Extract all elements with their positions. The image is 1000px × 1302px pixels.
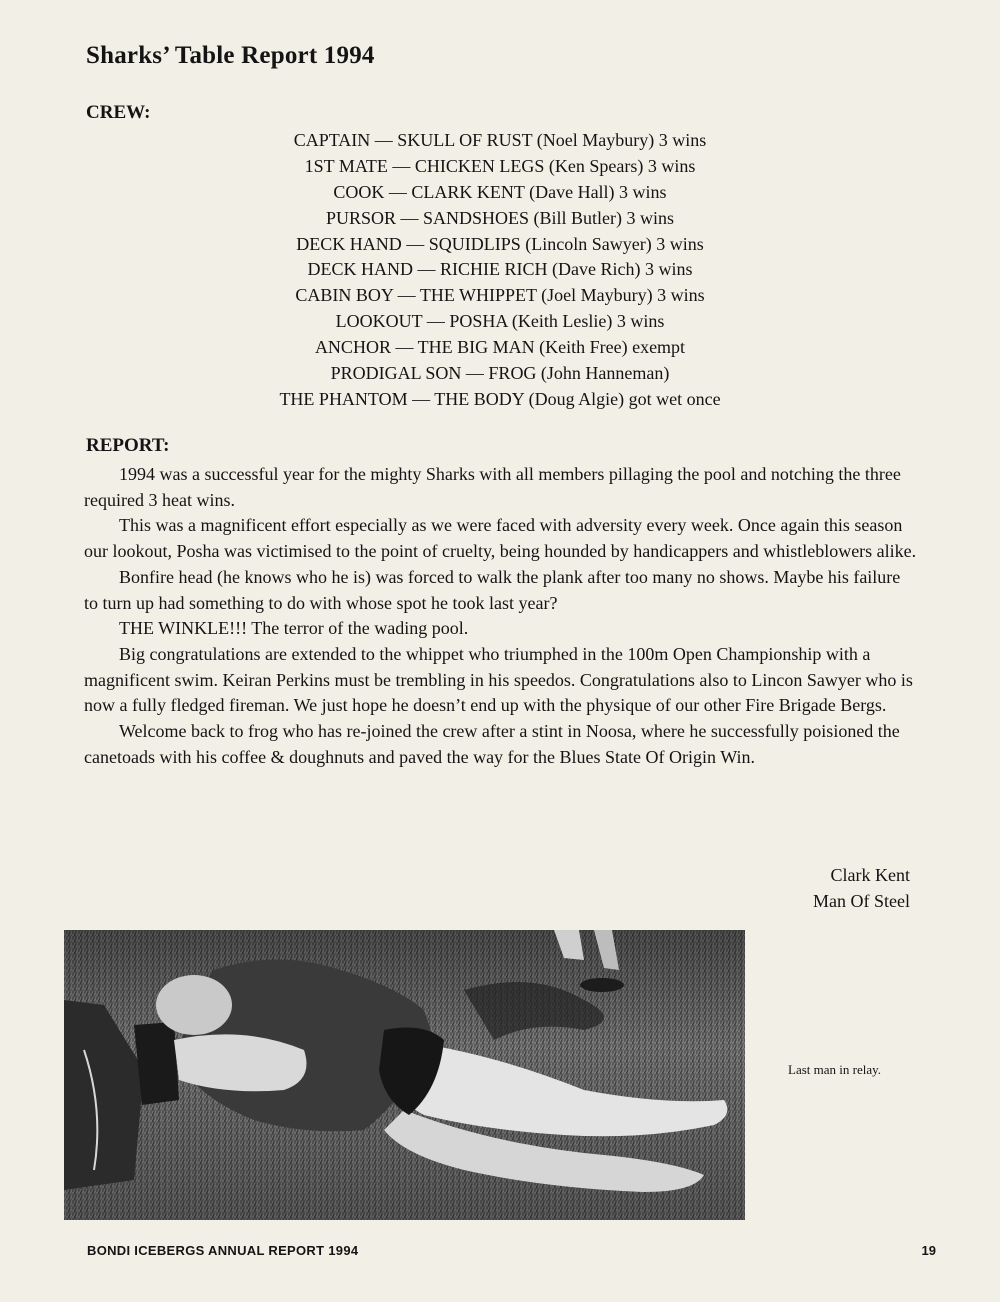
crew-list (100, 128, 900, 413)
signoff-name: Clark Kent (830, 865, 910, 885)
photo-caption: Last man in relay. (788, 1062, 882, 1077)
page-number: 19 (921, 1243, 936, 1258)
signoff-title: Man Of Steel (813, 891, 910, 911)
footer-publication: BONDI ICEBERGS ANNUAL REPORT 1994 (87, 1243, 359, 1258)
crew-member: THE PHANTOM — THE BODY (Doug Algie) got wet once (279, 388, 721, 409)
crew-heading: CREW: (86, 102, 151, 123)
report-paragraph: Welcome back to frog who has re-joined the crew after a stint in Noosa, where he successfully poisioned the canetoads with his coffee & doughnuts and paved the way for the Blues State Of Origin Win. (84, 721, 900, 767)
crew-member: COOK — CLARK KENT (Dave Hall) 3 wins (333, 181, 667, 202)
report-paragraph: This was a magnificent effort especially as we were faced with adversity every week. Once again this season our lookout, Posha was victimised to the point of cruelty, being hounded by handicappers and whistleblowers alike. (84, 515, 917, 562)
crew-member: LOOKOUT — POSHA (Keith Leslie) 3 wins (335, 311, 665, 332)
report-paragraph: THE WINKLE!!! The terror of the wading pool. (119, 618, 469, 639)
report-paragraph: Bonfire head (he knows who he is) was forced to walk the plank after too many no shows. Maybe his failure to turn up had something to do with whose spot he took last year? (84, 566, 901, 613)
photo (64, 930, 745, 1220)
crew-member: CAPTAIN — SKULL OF RUST (Noel Maybury) 3 wins (293, 130, 707, 150)
signoff (813, 862, 910, 914)
crew-member: 1ST MATE — CHICKEN LEGS (Ken Spears) 3 wins (304, 155, 696, 176)
report-body (84, 462, 918, 770)
crew-member: DECK HAND — SQUIDLIPS (Lincoln Sawyer) 3 wins (296, 233, 704, 254)
crew-member: ANCHOR — THE BIG MAN (Keith Free) exempt (314, 337, 686, 358)
crew-member: DECK HAND — RICHIE RICH (Dave Rich) 3 wins (307, 259, 693, 280)
report-paragraph: Big congratulations are extended to the whippet who triumphed in the 100m Open Championship with a magnificent swim. Keiran Perkins must be trembling in his speedos. Congratulations also to Lincon Sawyer who is now a fully fledged fireman. We just hope he doesn’t end up with the physique of our other Fire Brigade Bergs. (84, 643, 913, 716)
crew-member: PRODIGAL SON — FROG (John Hanneman) (330, 363, 670, 384)
crew-member: PURSOR — SANDSHOES (Bill Butler) 3 wins (325, 207, 675, 228)
crew-member: CABIN BOY — THE WHIPPET (Joel Maybury) 3 wins (295, 285, 705, 306)
report-heading: REPORT: (86, 435, 170, 456)
photo-illustration (64, 930, 745, 1220)
page-title: Sharks’ Table Report 1994 (86, 42, 375, 69)
report-paragraph: 1994 was a successful year for the mighty Sharks with all members pillaging the pool and notching the three required 3 heat wins. (84, 464, 901, 510)
